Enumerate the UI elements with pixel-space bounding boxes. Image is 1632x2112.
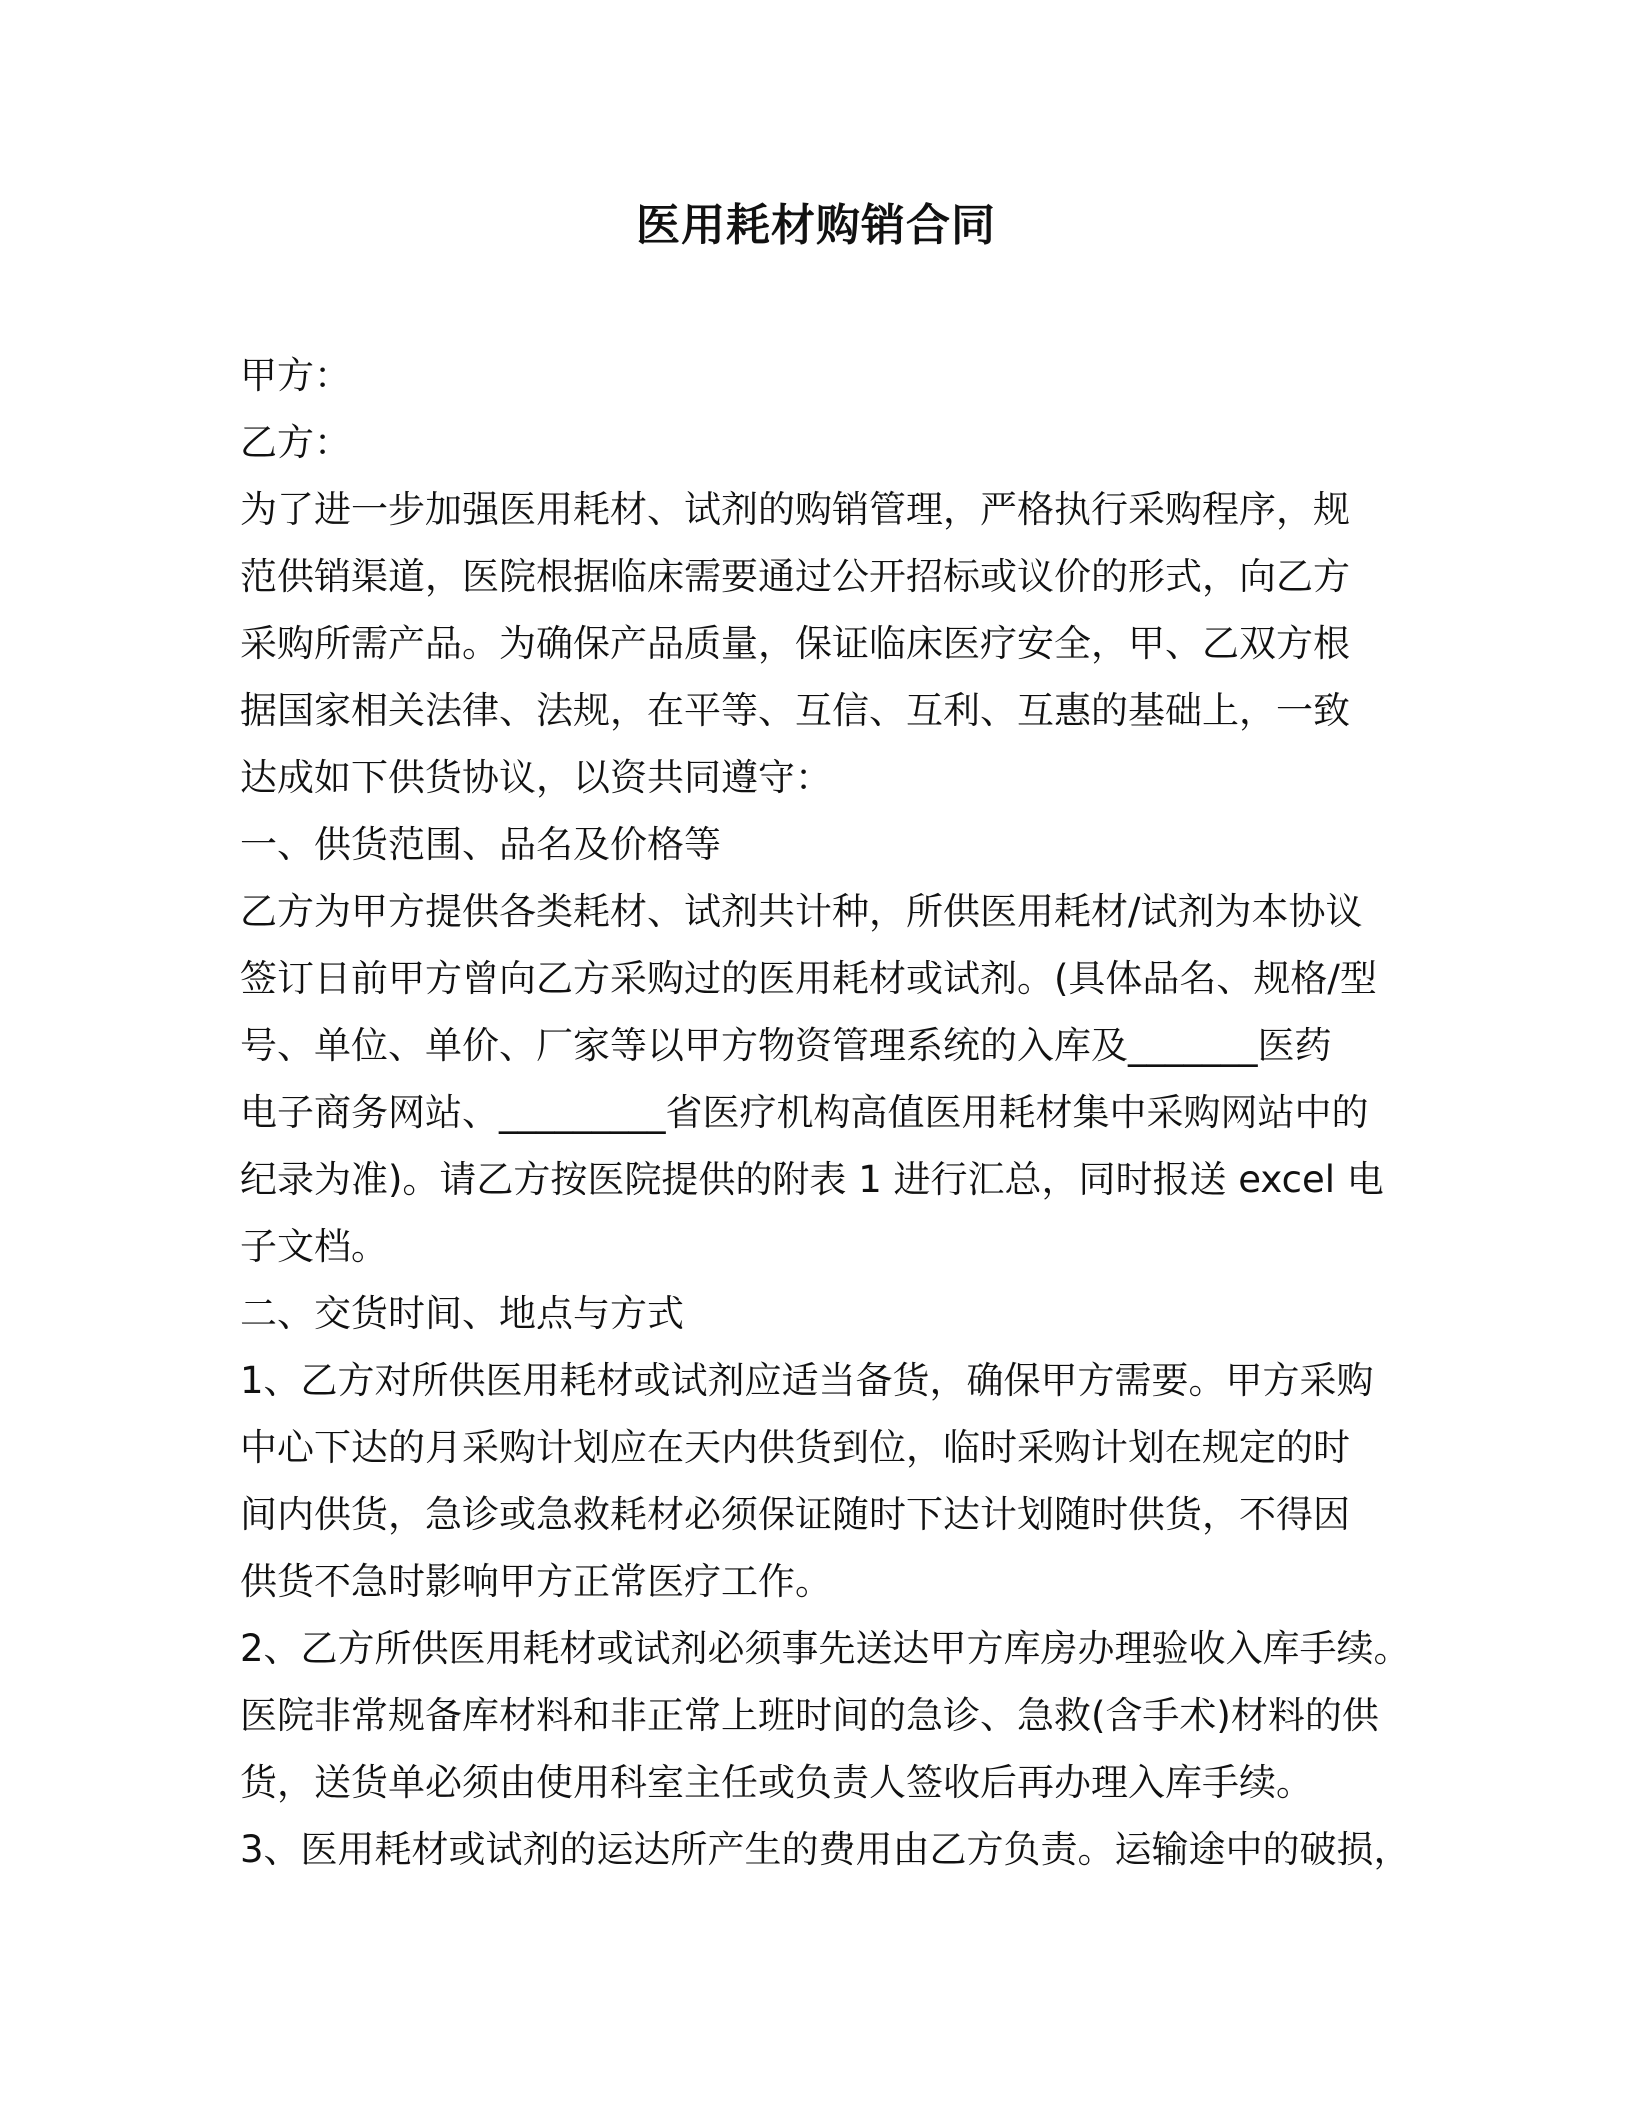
clause-2-line: 货，送货单必须由使用科室主任或负责人签收后再办理入库手续。 xyxy=(240,1761,1313,1804)
clause-1-line: 供货不急时影响甲方正常医疗工作。 xyxy=(240,1560,832,1603)
section-heading-1: 一、供货范围、品名及价格等 xyxy=(240,823,721,866)
preamble-line: 达成如下供货协议，以资共同遵守： xyxy=(240,756,832,799)
section-1-line: 子文档。 xyxy=(240,1225,388,1268)
clause-2-line: 2、乙方所供医用耗材或试剂必须事先送达甲方库房办理验收入库手续。 xyxy=(240,1627,1411,1670)
preamble-line: 采购所需产品。为确保产品质量，保证临床医疗安全，甲、乙双方根 xyxy=(240,622,1350,665)
preamble-line: 为了进一步加强医用耗材、试剂的购销管理，严格执行采购程序，规 xyxy=(240,488,1350,531)
preamble-line: 据国家相关法律、法规，在平等、互信、互利、互惠的基础上，一致 xyxy=(240,689,1350,732)
section-1-line: 签订日前甲方曾向乙方采购过的医用耗材或试剂。(具体品名、规格/型 xyxy=(240,957,1377,1000)
section-heading-2: 二、交货时间、地点与方式 xyxy=(240,1292,684,1335)
section-1-line: 乙方为甲方提供各类耗材、试剂共计种，所供医用耗材/试剂为本协议 xyxy=(240,890,1363,933)
document-body xyxy=(240,342,1420,1883)
clause-2-line: 医院非常规备库材料和非正常上班时间的急诊、急救(含手术)材料的供 xyxy=(240,1694,1379,1737)
clause-3-line: 3、医用耗材或试剂的运达所产生的费用由乙方负责。运输途中的破损， xyxy=(240,1828,1411,1871)
document-title: 医用耗材购销合同 xyxy=(636,200,996,251)
section-1-line: 纪录为准)。请乙方按医院提供的附表 1 进行汇总，同时报送 excel 电 xyxy=(240,1158,1384,1201)
clause-1-line: 1、乙方对所供医用耗材或试剂应适当备货，确保甲方需要。甲方采购 xyxy=(240,1359,1374,1402)
party-a-line: 甲方： xyxy=(240,354,351,397)
party-b-line: 乙方： xyxy=(240,421,351,464)
section-1-line: 电子商务网站、_________省医疗机构高值医用耗材集中采购网站中的 xyxy=(240,1091,1369,1134)
clause-1-line: 间内供货，急诊或急救耗材必须保证随时下达计划随时供货，不得因 xyxy=(240,1493,1350,1536)
preamble-line: 范供销渠道，医院根据临床需要通过公开招标或议价的形式，向乙方 xyxy=(240,555,1350,598)
section-1-line: 号、单位、单价、厂家等以甲方物资管理系统的入库及_______医药 xyxy=(240,1024,1332,1067)
clause-1-line: 中心下达的月采购计划应在天内供货到位，临时采购计划在规定的时 xyxy=(240,1426,1350,1469)
